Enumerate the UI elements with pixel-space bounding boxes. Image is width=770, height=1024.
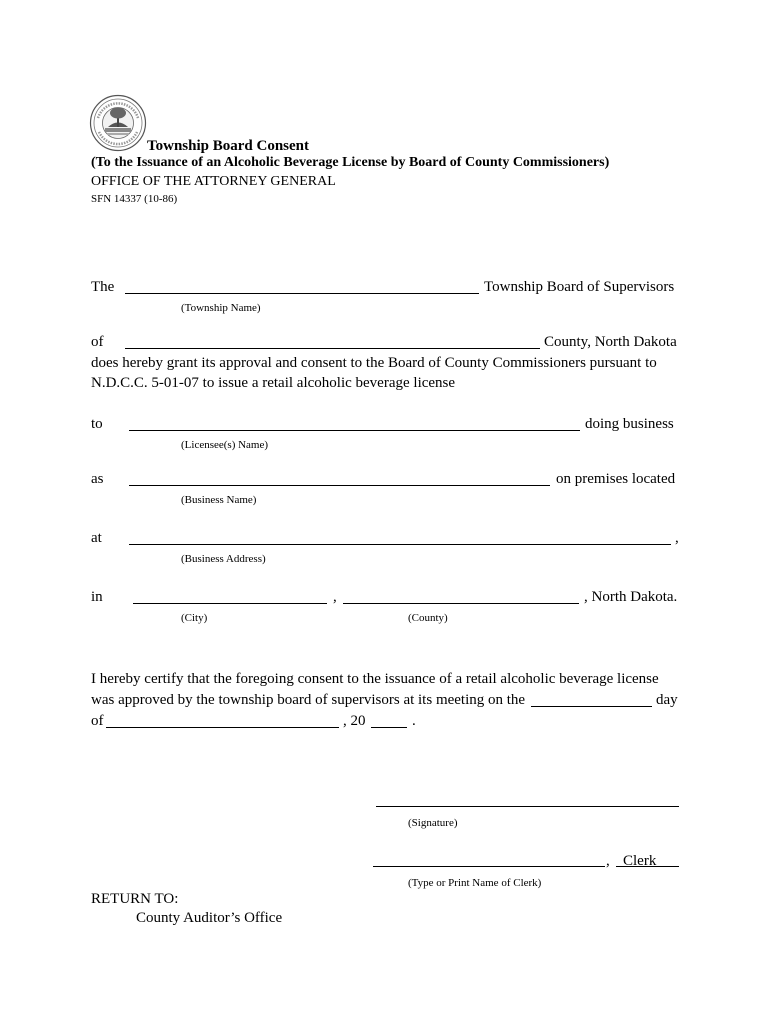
certify-period: . <box>412 713 416 729</box>
return-to-label: RETURN TO: <box>91 891 179 907</box>
township-suffix: Township Board of Supervisors <box>484 279 675 295</box>
year-label: , 20 <box>343 713 366 729</box>
licensee-name-caption: (Licensee(s) Name) <box>181 439 269 451</box>
certify-line2: was approved by the township board of supervisors at its meeting on the <box>91 692 526 708</box>
form-number: SFN 14337 (10-86) <box>91 193 178 205</box>
county-input[interactable] <box>343 586 583 605</box>
township-name-input[interactable] <box>125 276 483 295</box>
business-address-prefix: at <box>91 530 102 546</box>
clerk-caption: (Type or Print Name of Clerk) <box>408 877 542 889</box>
clerk-separator: , <box>606 853 610 869</box>
form-title: Township Board Consent <box>147 138 310 154</box>
business-address-suffix: , <box>675 530 679 546</box>
signature-caption: (Signature) <box>408 817 458 829</box>
city-caption: (City) <box>181 612 208 624</box>
of-label: of <box>91 713 104 729</box>
state-seal-icon <box>89 94 147 152</box>
county-suffix: County, North Dakota <box>544 334 677 350</box>
city-county-prefix: in <box>91 589 103 605</box>
meeting-day-input[interactable] <box>531 689 656 708</box>
clerk-name-input[interactable] <box>373 849 609 868</box>
business-name-prefix: as <box>91 471 104 487</box>
business-name-input[interactable] <box>129 468 554 487</box>
office-name: OFFICE OF THE ATTORNEY GENERAL <box>91 174 336 189</box>
licensee-name-input[interactable] <box>129 413 584 432</box>
city-county-separator: , <box>333 589 337 605</box>
county-prefix: of <box>91 334 104 350</box>
form-subtitle: (To the Issuance of an Alcoholic Beverage License by Board of County Commissioners) <box>91 155 610 170</box>
business-name-caption: (Business Name) <box>181 494 257 506</box>
business-address-input[interactable] <box>129 527 675 546</box>
business-name-suffix: on premises located <box>556 471 676 487</box>
licensee-suffix: doing business <box>585 416 674 432</box>
county-caption: (County) <box>408 612 448 624</box>
grant-text-line2: N.D.C.C. 5-01-07 to issue a retail alcoholic beverage license <box>91 375 456 391</box>
licensee-prefix: to <box>91 416 103 432</box>
city-county-suffix: , North Dakota. <box>584 589 678 605</box>
certify-line1: I hereby certify that the foregoing consent to the issuance of a retail alcoholic beverage license <box>91 671 659 687</box>
business-address-caption: (Business Address) <box>181 553 266 565</box>
signature-input[interactable] <box>376 788 683 807</box>
day-label: day <box>656 692 678 708</box>
county-name-input[interactable] <box>125 331 544 350</box>
meeting-month-input[interactable] <box>106 710 343 729</box>
township-prefix: The <box>91 279 115 295</box>
clerk-label: Clerk <box>623 853 657 869</box>
city-input[interactable] <box>133 586 331 605</box>
grant-text-line1: does hereby grant its approval and consent to the Board of County Commissioners pursuant to <box>91 355 657 371</box>
township-name-caption: (Township Name) <box>181 302 261 314</box>
return-to-office: County Auditor’s Office <box>136 910 283 926</box>
meeting-year-input[interactable] <box>371 710 411 729</box>
